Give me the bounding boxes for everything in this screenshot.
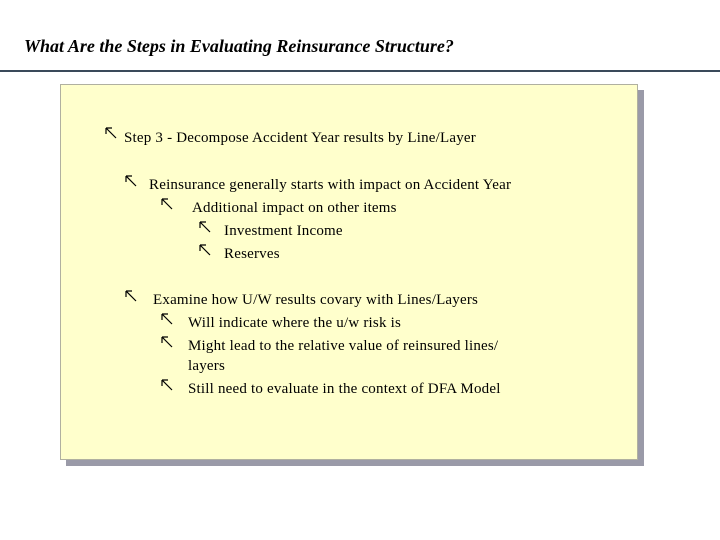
arrow-up-left-icon (105, 127, 117, 139)
point-2-sub-item: Still need to evaluate in the context of DFA Model (188, 381, 501, 397)
point-1-text: Reinsurance generally starts with impact on Accident Year (149, 177, 512, 193)
arrow-up-left-icon (125, 290, 137, 302)
arrow-up-left-icon (161, 379, 173, 391)
title-divider (0, 70, 720, 72)
point-1-subsub-item: Investment Income (224, 223, 343, 239)
step-heading: Step 3 - Decompose Accident Year results by Line/Layer (124, 130, 476, 146)
slide-title: What Are the Steps in Evaluating Reinsurance Structure? (24, 36, 454, 56)
point-2-sub-item: Will indicate where the u/w risk is (188, 315, 402, 331)
arrow-up-left-icon (199, 221, 211, 233)
point-1-subsub-item: Reserves (224, 246, 280, 262)
arrow-up-left-icon (199, 244, 211, 256)
arrow-up-left-icon (161, 336, 173, 348)
arrow-up-left-icon (161, 313, 173, 325)
arrow-up-left-icon (125, 175, 137, 187)
point-2-sub-item-continued: layers (188, 358, 226, 374)
point-2-sub-item: Might lead to the relative value of reinsured lines/ (188, 338, 499, 354)
arrow-up-left-icon (161, 198, 173, 210)
point-2-text: Examine how U/W results covary with Lines/Layers (153, 292, 479, 308)
point-1-sub: Additional impact on other items (192, 200, 397, 216)
